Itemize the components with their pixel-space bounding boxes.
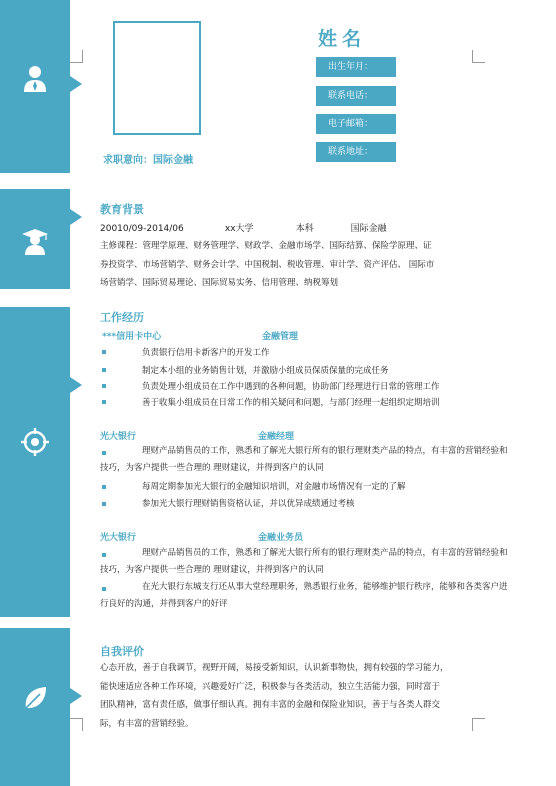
education-school: xx大学 [224,224,254,234]
bullet-marker [102,384,106,388]
self-eval-title: 自我评价 [100,645,144,658]
bullet-marker [102,400,106,404]
job-bullet: 每周定期参加光大银行的金融知识培训，对金融市场情况有一定的了解 [142,482,406,492]
info-address: 联系地址： [316,142,396,162]
education-courses [100,237,510,293]
job-bullet: 制定本小组的业务销售计划，并激励小组成员保质保量的完成任务 [142,366,389,376]
courses-line: 券投资学、市场营销学、财务会计学、中国税制、税收管理、审计学、资产评估、 国际市 [100,259,435,270]
self-eval-line: 心态开放，善于自我调节，视野开阔，易接受新知识，认识新事物快，拥有较强的学习能力， [100,663,449,673]
job-position: 金融业务员 [258,533,304,543]
job-position: 金融管理 [262,332,299,342]
education-row [100,221,387,234]
courses-line: 主修课程：管理学原理、财务管理学、财政学、金融市场学、国际结算、保险学原理、证 [100,241,432,251]
sidebar-band-work [0,307,70,617]
info-phone: 联系电话： [316,86,396,106]
graduate-icon [20,226,50,256]
job-position: 金融经理 [258,432,295,442]
self-eval-text [100,659,510,733]
photo-frame [113,21,201,135]
self-eval-line: 际，有丰富的营销经验。 [100,718,194,729]
info-email: 电子邮箱： [316,114,396,134]
job-company: 光大银行 [100,533,137,543]
job-bullet: 负责银行信用卡新客户的开发工作 [142,348,270,358]
education-title: 教育背景 [100,203,144,216]
job-bullet: 负责处理小组成员在工作中遇到的各种问题，协助部门经理进行日常的管理工作 [142,382,440,392]
self-eval-line: 团队精神，富有责任感，做事仔细认真。拥有丰富的金融和保险业知识，善于与各类人群交 [100,700,441,710]
bullet-marker [102,350,106,354]
education-major: 国际金融 [350,224,387,234]
self-eval-line: 能快速适应各种工作环境，兴趣爱好广泛，积极参与各类活动，独立生活能力强，同时富于 [100,681,441,692]
job-company: ***信用卡中心 [102,332,162,342]
crop-mark-top-left [70,50,83,63]
sidebar-band-profile [0,0,70,173]
education-degree: 本科 [295,224,314,234]
education-period: 20010/09-2014/06 [100,224,184,234]
bullet-marker [102,502,106,506]
sidebar-band-self-eval [0,628,70,786]
sidebar-band-education [0,189,70,289]
work-title: 工作经历 [100,311,144,324]
target-icon [20,427,50,457]
leaf-icon [20,683,50,713]
candidate-name: 姓名 [318,28,367,50]
user-icon [20,63,50,93]
job-company: 光大银行 [100,432,137,442]
job-intent: 求职意向：国际金融 [103,155,193,166]
info-birth: 出生年月： [316,57,396,77]
courses-line: 场营销学、国际贸易理论、国际贸易实务、信用管理、纳税筹划 [100,278,339,288]
job-bullet: 善于收集小组成员在日常工作的相关疑问和问题，与部门经理一起组织定期培训 [142,398,440,408]
bullet-marker [102,485,106,489]
crop-mark-bottom-left [70,718,83,731]
job-bullet: 理财产品销售员的工作，熟悉和了解光大银行所有的银行理财类产品的特点，有丰富的营销经验和技巧，为客户提供一些合理的 理财建议，并得到客户的认同 [100,446,508,473]
job-bullet: 参加光大银行理财销售资格认证，并以优异成绩通过考核 [142,499,355,509]
crop-mark-top-right [472,50,485,63]
job-bullet: 理财产品销售员的工作，熟悉和了解光大银行所有的银行理财类产品的特点，有丰富的营销经验和技巧，为客户提供一些合理的 理财建议，并得到客户的认同 [100,548,508,575]
job-bullet: 在光大银行东城支行还从事大堂经理职务，熟悉银行业务，能够维护银行秩序，能够和各类客户进行良好的沟通，并得到客户的好评 [100,582,508,609]
bullet-marker [102,368,106,372]
